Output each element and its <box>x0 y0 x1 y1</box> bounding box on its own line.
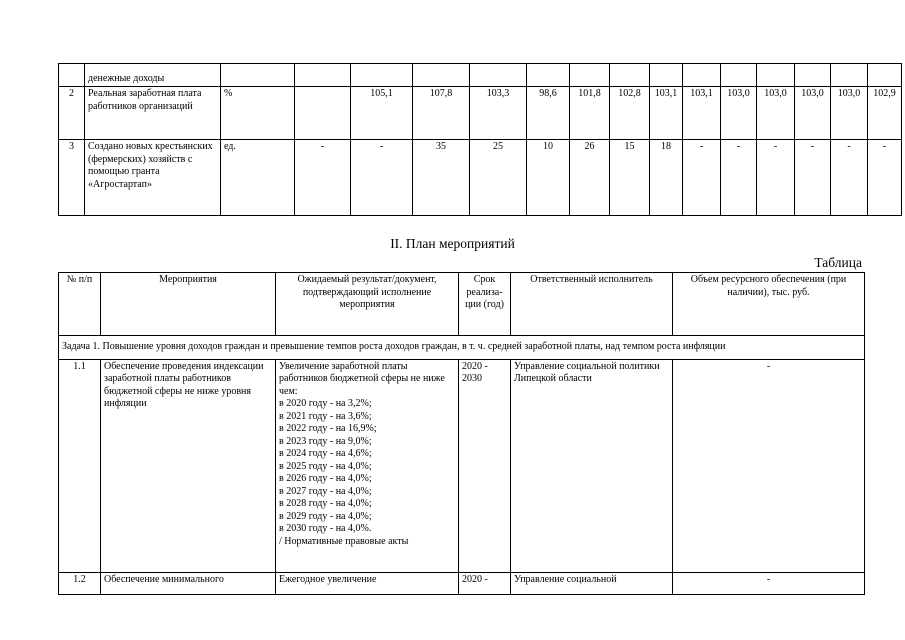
indicator-value: 35 <box>413 140 470 216</box>
indicator-value: 98,6 <box>527 87 570 140</box>
table-row <box>59 359 865 572</box>
table-header-row <box>59 273 865 336</box>
col-header-term: Срок реализа-ции (год) <box>459 273 511 336</box>
row-num: 2 <box>59 87 85 140</box>
indicator-value: 107,8 <box>413 87 470 140</box>
indicator-value: 102,8 <box>610 87 650 140</box>
indicator-value: - <box>831 140 868 216</box>
col-header-funding: Объем ресурсного обеспечения (при наличии), тыс. руб. <box>673 273 865 336</box>
funding-cell: - <box>673 572 865 594</box>
executor-cell: Управление социальной <box>511 572 673 594</box>
col-header-num: № п/п <box>59 273 101 336</box>
indicator-value: - <box>757 140 795 216</box>
indicator-value: 25 <box>470 140 527 216</box>
executor-cell: Управление социальной политики Липецкой области <box>511 359 673 572</box>
indicator-value: 26 <box>570 140 610 216</box>
term-cell: 2020 - <box>459 572 511 594</box>
indicator-value: 105,1 <box>351 87 413 140</box>
result-line: в 2025 году - на 4,0%; <box>279 460 372 472</box>
result-line: в 2021 году - на 3,6%; <box>279 410 372 422</box>
result-cell: Ежегодное увеличение <box>276 572 459 594</box>
result-cell <box>276 359 459 572</box>
section-title: II. План мероприятий <box>390 236 515 251</box>
col-header-result: Ожидаемый результат/документ, подтверждающий исполнение мероприятия <box>276 273 459 336</box>
plan-table <box>58 272 865 595</box>
table-row <box>59 64 902 87</box>
row-num: 3 <box>59 140 85 216</box>
table-row <box>59 87 902 140</box>
indicator-value: 103,1 <box>650 87 683 140</box>
term-cell: 2020 - 2030 <box>459 359 511 572</box>
result-line: в 2023 году - на 9,0%; <box>279 435 372 447</box>
table-row <box>59 572 865 594</box>
indicator-value: - <box>351 140 413 216</box>
result-line: в 2030 году - на 4,0%. <box>279 523 372 534</box>
indicator-value: 18 <box>650 140 683 216</box>
indicator-name: Создано новых крестьянских (фермерских) хозяйств с помощью гранта «Агростартап» <box>85 140 221 216</box>
indicators-table <box>58 63 902 216</box>
funding-cell: - <box>673 359 865 572</box>
indicator-value: - <box>868 140 902 216</box>
task-title: Задача 1. Повышение уровня доходов граждан и превышение темпов роста доходов граждан, в т. ч. средней заработной платы, над темпом роста инфляции <box>59 336 865 360</box>
col-header-activity: Мероприятия <box>101 273 276 336</box>
activity-cell: Обеспечение проведения индексации заработной платы работников бюджетной сферы не ниже уровня инфляции <box>101 359 276 572</box>
indicator-name: Реальная заработная плата работников организаций <box>85 87 221 140</box>
result-line: в 2026 году - на 4,0%; <box>279 473 372 484</box>
indicator-name: денежные доходы <box>85 64 221 87</box>
result-line: в 2020 году - на 3,2%; <box>279 398 372 409</box>
col-header-executor: Ответственный исполнитель <box>511 273 673 336</box>
activity-cell: Обеспечение минимального <box>101 572 276 594</box>
indicator-value: - <box>721 140 757 216</box>
result-line: в 2029 году - на 4,0%; <box>279 510 372 522</box>
indicator-unit: % <box>221 87 295 140</box>
indicator-value: 103,0 <box>721 87 757 140</box>
indicator-value: 103,3 <box>470 87 527 140</box>
result-doc: / Нормативные правовые акты <box>279 535 409 547</box>
result-line: в 2027 году - на 4,0%; <box>279 485 372 497</box>
task-row <box>59 336 865 360</box>
indicator-value: 103,0 <box>831 87 868 140</box>
table-row <box>59 140 902 216</box>
row-num: 1.2 <box>59 572 101 594</box>
indicator-value: - <box>683 140 721 216</box>
indicator-value: 10 <box>527 140 570 216</box>
row-num <box>59 64 85 87</box>
indicator-value: - <box>795 140 831 216</box>
indicator-value: 102,9 <box>868 87 902 140</box>
result-line: в 2022 году - на 16,9%; <box>279 423 377 434</box>
indicator-value: 103,0 <box>757 87 795 140</box>
indicator-value: 101,8 <box>570 87 610 140</box>
indicator-unit: ед. <box>221 140 295 216</box>
indicator-value: 103,1 <box>683 87 721 140</box>
indicator-value: - <box>295 140 351 216</box>
result-line: в 2024 году - на 4,6%; <box>279 448 372 459</box>
table-label: Таблица <box>814 255 862 270</box>
result-line: в 2028 году - на 4,0%; <box>279 498 372 509</box>
indicator-value: 103,0 <box>795 87 831 140</box>
row-num: 1.1 <box>59 359 101 572</box>
result-intro: Увеличение заработной платы работников бюджетной сферы не ниже чем: <box>279 360 445 397</box>
indicator-value: 15 <box>610 140 650 216</box>
